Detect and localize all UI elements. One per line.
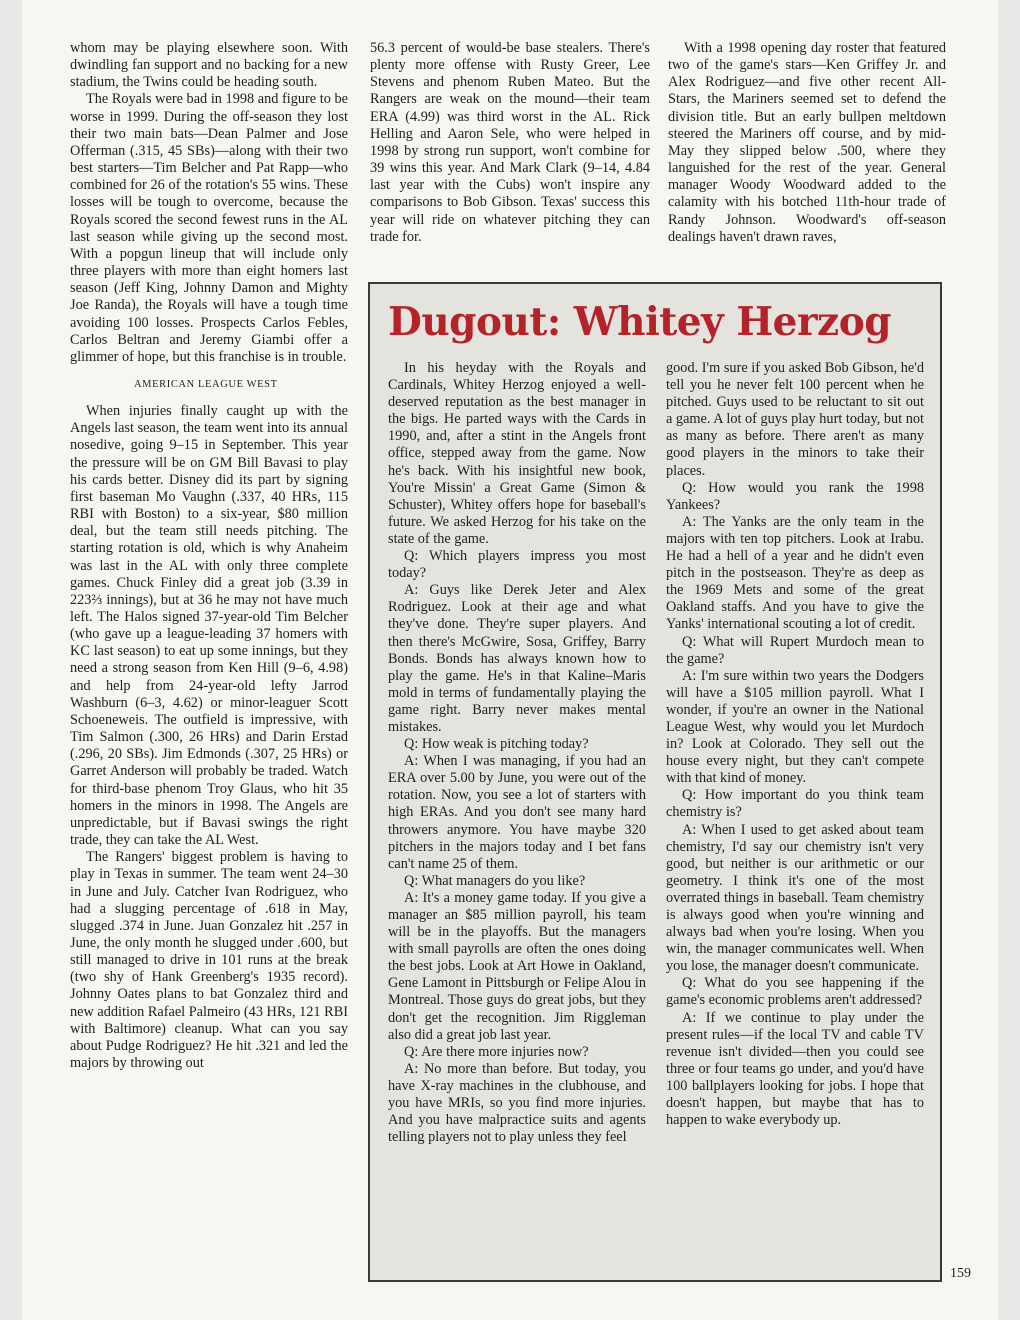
paragraph-mariners: With a 1998 opening day roster that featured two of the game's stars—Ken Griffey Jr. and Alex Rodriguez—and five other recent All-Stars, the Mariners seemed set to defend the division title. But an early bullpen meltdown steered the Mariners off course, and by mid-May they slipped below .500, where they languished for the rest of the year. General manager Woody Woodward added to the calamity with his botched 11th-hour trade of Randy Johnson. Woodward's off-season dealings haven't drawn raves, bbox=[668, 40, 946, 245]
paragraph-angels: When injuries finally caught up with the Angels last season, the team went into its annual nosedive, going 9–15 in September. This year the pressure will be on GM Bill Bavasi to play his cards better. Disney did its part by signing first baseman Mo Vaughn (.337, 40 HRs, 115 RBI with Boston) to a six-year, $80 million deal, but the team still needs pitching. The starting rotation is old, which is why Anaheim was last in the AL with only three complete games. Chuck Finley did a great job (3.39 in 223⅔ innings), but at 36 he may not have much left. The Halos signed 37-year-old Tim Belcher (who gave up a league-leading 37 homers with KC last season) to eat up some innings, but they need a strong season from Ken Hill (9–6, 4.98) and help from 24-year-old lefty Jarrod Washburn (6–3, 4.62) or minor-leaguer Scott Schoeneweis. The outfield is impressive, with Tim Salmon (.300, 26 HRs) and Darin Erstad (.296, 20 SBs). Jim Edmonds (.307, 25 HRs) or Garret Anderson will probably be traded. Watch for third-base phenom Troy Glaus, who hit 35 homers in the minors in 1998. The Angels are unpredictable, but if Bavasi swings the right trade, they can take the AL West. bbox=[70, 403, 348, 849]
article-column-3 bbox=[668, 40, 946, 246]
answer: A: When I was managing, if you had an ERA over 5.00 by June, you were out of the rotation. Now, you see a lot of starters with high ERAs. And you don't see many hard throwers anymore. You have maybe 320 pitchers in the majors today and I bet fans can't name 25 of them. bbox=[388, 753, 646, 872]
answer: A: I'm sure within two years the Dodgers will have a $105 million payroll. What I wonder, if you're an owner in the National League West, why would you let Murdoch in? Look at Colorado. They sell out the house every night, but they can't compete with that kind of money. bbox=[666, 667, 924, 787]
question: Q: How would you rank the 1998 Yankees? bbox=[666, 479, 924, 513]
sidebar-intro: In his heyday with the Royals and Cardinals, Whitey Herzog enjoyed a well-deserved reputation as the best manager in the bigs. He parted ways with the Cards in 1990, and, after a stint in the Angels front office, stepped away from the game. Now he's back. With his insightful new book, You're Missin' a Great Game (Simon & Schuster), Whitey offers hope for baseball's future. We asked Herzog for his take on the state of the game. bbox=[388, 360, 646, 547]
sidebar-column-1 bbox=[388, 360, 646, 1146]
paragraph: whom may be playing elsewhere soon. With dwindling fan support and no backing for a new stadium, the Twins could be heading south. bbox=[70, 40, 348, 91]
dugout-sidebar-box bbox=[368, 282, 942, 1282]
question: Q: How important do you think team chemistry is? bbox=[666, 787, 924, 821]
page-number: 159 bbox=[950, 1266, 971, 1281]
answer: A: If we continue to play under the present rules—if the local TV and cable TV revenue isn't divided—then you could see three or four teams go under, and you'd have 100 ballplayers looking for jobs. I hope that doesn't happen, but maybe that has to happen to wake everybody up. bbox=[666, 1009, 924, 1129]
question: Q: Are there more injuries now? bbox=[404, 1043, 589, 1060]
question: Q: How weak is pitching today? bbox=[404, 736, 589, 753]
section-subhead: AMERICAN LEAGUE WEST bbox=[134, 378, 278, 390]
sidebar-title: Dugout: Whitey Herzog bbox=[388, 299, 891, 345]
paragraph-rangers: The Rangers' biggest problem is having to play in Texas in summer. The team went 24–30 in June and July. Catcher Ivan Rodriguez, who had a slugging percentage of .618 in May, slugged .374 in June. Juan Gonzalez hit .257 in June, the only month he slugged under .600, but still managed to drive in 101 runs at the break (two shy of Hank Greenberg's 1935 record). Johnny Oates plans to bat Gonzalez third and new addition Rafael Palmeiro (43 HRs, 121 RBI with Baltimore) cleanup. What can you say about Pudge Rodriguez? He hit .321 and led the majors by throwing out bbox=[70, 849, 348, 1072]
question: Q: Which players impress you most today? bbox=[388, 548, 646, 582]
paragraph: 56.3 percent of would-be base stealers. There's plenty more offense with Rusty Greer, Lee Stevens and phenom Ruben Mateo. But the Rangers are weak on the mound—their team ERA (4.99) was third worst in the AL. Rick Helling and Aaron Sele, who were helped in 1998 by strong run support, won't combine for 39 wins this year. And Mark Clark (9–14, 4.84 last year with the Cubs) won't inspire any comparisons to Bob Gibson. Texas' success this year will ride on whatever pitching they can trade for. bbox=[370, 40, 650, 245]
answer: A: Guys like Derek Jeter and Alex Rodriguez. Look at their age and what they've done. They're super players. And then there's McGwire, Sosa, Griffey, Barry Bonds. Bonds has always known how to play the game. He's in that Kaline–Maris mold in terms of fundamentally playing the game right. Barry never makes mental mistakes. bbox=[388, 582, 646, 735]
answer: A: The Yanks are the only team in the majors with ten top pitchers. Look at Irabu. He had a hell of a year and he didn't even pitch in the postseason. They're as deep as the 1969 Mets and some of the great Oakland staffs. And you have to give the Yanks' international scouting a lot of credit. bbox=[666, 513, 924, 633]
paragraph-royals: The Royals were bad in 1998 and figure to be worse in 1999. During the off-season they lost their two main bats—Dean Palmer and Jose Offerman (.315, 45 SBs)—along with their two best starters—Tim Belcher and Pat Rapp—who combined for 26 of the rotation's 55 wins. These losses will be tough to overcome, because the Royals scored the second fewest runs in the AL last season while giving up the second most. With a popgun lineup that will include only three players with more than eight homers last season (Jeff King, Johnny Damon and Mighty Joe Randa), the Royals will have a tough time avoiding 100 losses. Prospects Carlos Febles, Carlos Beltran and Jeremy Giambi offer a glimmer of hope, but this franchise is in trouble. bbox=[70, 91, 348, 365]
question: Q: What managers do you like? bbox=[404, 872, 586, 889]
answer: A: It's a money game today. If you give a manager an $85 million payroll, his team will be in the playoffs. But the managers with small payrolls are often the ones doing the best jobs. Look at Art Howe in Oakland, Gene Lamont in Pittsburgh or Felipe Alou in Montreal. Those guys do great jobs, but they don't get the recognition. Jim Riggleman also did a great job last year. bbox=[388, 889, 646, 1043]
answer-continued: good. I'm sure if you asked Bob Gibson, he'd tell you he never felt 100 percent when he pitched. Guys used to be reluctant to sit out a game. A lot of guys play hurt today, but not as many as before. There aren't as many good players in the minors to take their places. bbox=[666, 360, 924, 479]
answer: A: When I used to get asked about team chemistry, I'd say our chemistry isn't very good, but neither is our arithmetic or our geometry. I think it's one of the most overrated things in baseball. Team chemistry is always good when you're winning and always bad when you're losing. When you win, the manager communicates well. When you lose, the manager doesn't communicate. bbox=[666, 821, 924, 975]
article-column-2 bbox=[370, 40, 650, 246]
question: Q: What will Rupert Murdoch mean to the game? bbox=[666, 633, 924, 667]
sidebar-column-2 bbox=[666, 360, 924, 1129]
answer: A: No more than before. But today, you have X-ray machines in the clubhouse, and you have MRIs, so you find more injuries. And you have malpractice suits and agents telling players not to play unless they feel bbox=[388, 1060, 646, 1146]
question: Q: What do you see happening if the game's economic problems aren't addressed? bbox=[666, 975, 924, 1009]
article-column-1 bbox=[70, 40, 348, 1072]
